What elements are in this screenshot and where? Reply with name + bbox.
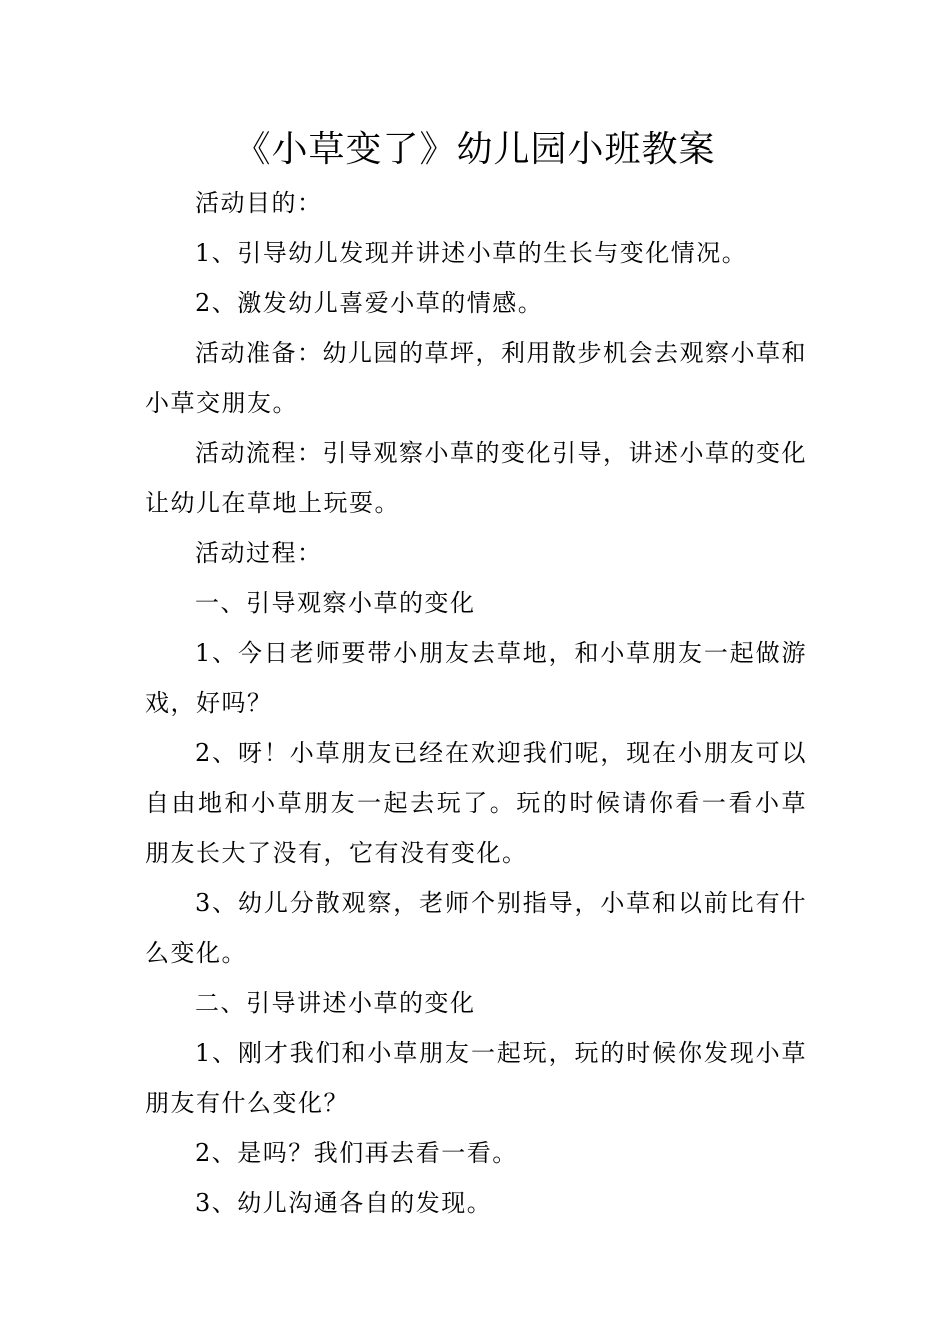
paragraph-section-2-item-1: 1、刚才我们和小草朋友一起玩，玩的时候你发现小草朋友有什么变化？ xyxy=(145,1039,807,1117)
paragraph-section-1-item-3: 3、幼儿分散观察，老师个别指导，小草和以前比有什么变化。 xyxy=(145,889,807,967)
paragraph-section-1-item-1: 1、今日老师要带小朋友去草地，和小草朋友一起做游戏，好吗？ xyxy=(145,639,807,717)
document-body xyxy=(145,178,807,1228)
paragraph-preparation: 活动准备：幼儿园的草坪，利用散步机会去观察小草和小草交朋友。 xyxy=(145,339,807,417)
paragraph-objective-2: 2、激发幼儿喜爱小草的情感。 xyxy=(195,289,544,317)
paragraph-objective-1: 1、引导幼儿发现并讲述小草的生长与变化情况。 xyxy=(195,239,748,267)
paragraph-section-2-item-2: 2、是吗？我们再去看一看。 xyxy=(195,1139,518,1167)
paragraph-section-2-item-3: 3、幼儿沟通各自的发现。 xyxy=(195,1189,493,1217)
paragraph-flow: 活动流程：引导观察小草的变化引导，讲述小草的变化让幼儿在草地上玩耍。 xyxy=(145,439,807,517)
paragraph-section-1-item-2: 2、呀！小草朋友已经在欢迎我们呢，现在小朋友可以自由地和小草朋友一起去玩了。玩的时候请你看一看小草朋友长大了没有，它有没有变化。 xyxy=(145,739,807,867)
paragraph-section-2-heading: 二、引导讲述小草的变化 xyxy=(195,989,476,1017)
paragraph-objectives-heading: 活动目的： xyxy=(195,189,323,217)
paragraph-section-1-heading: 一、引导观察小草的变化 xyxy=(195,589,476,617)
paragraph-process-heading: 活动过程： xyxy=(195,539,323,567)
document-title: 《小草变了》幼儿园小班教案 xyxy=(234,129,716,170)
